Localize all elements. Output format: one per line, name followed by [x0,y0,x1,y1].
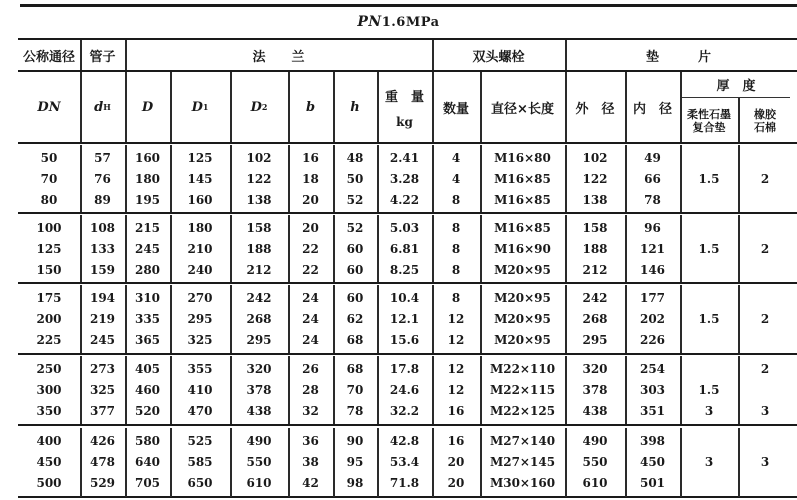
cell-bolt-size: M16×90 [494,241,551,256]
cell-b: 36 [302,433,319,448]
header-h: h [350,99,360,115]
cell-rubber-asbestos-thickness [738,287,792,308]
header-quantity: 数量 [442,101,469,117]
header-b: b [305,99,316,115]
cell-flexible-graphite-thickness: 1.5 [698,171,720,186]
cell-weight: 42.8 [389,433,420,448]
cell-rubber-asbestos-thickness [738,189,792,210]
cell-flexible-graphite-thickness: 1.5 [698,382,720,397]
cell-flexible-graphite-thickness [680,287,738,308]
cell-d2: 490 [246,433,272,448]
cell-b: 28 [302,382,319,397]
header-flexible-graphite-l1: 柔性石墨 [687,107,731,121]
cell-bolt-size: M27×145 [489,454,556,469]
cell-dh: 377 [89,403,116,418]
cell-flexible-graphite-thickness [680,147,738,168]
cell-bolt-size: M22×110 [489,361,556,376]
cell-weight: 10.4 [389,290,420,305]
cell-bolt-qty: 8 [451,192,461,207]
cell-h: 98 [346,475,364,490]
cell-d: 365 [134,332,161,347]
group-divider [18,282,797,284]
cell-dh: 273 [89,361,116,376]
cell-d: 405 [134,361,161,376]
cell-d1: 270 [187,290,213,305]
cell-gasket-od: 550 [582,454,608,469]
header-dh-main: d [94,99,104,115]
cell-weight: 4.22 [389,192,420,207]
cell-dh: 325 [89,382,116,397]
cell-d2: 320 [246,361,272,376]
cell-gasket-id: 96 [644,220,661,235]
header-bottom-rule [18,142,797,144]
cell-gasket-id: 254 [639,361,666,376]
cell-gasket-id: 351 [639,403,666,418]
cell-bolt-size: M16×85 [494,220,551,235]
cell-d1: 525 [187,433,213,448]
cell-dn: 250 [36,361,62,376]
cell-d2: 188 [246,241,272,256]
cell-d2: 268 [246,311,272,326]
cell-dh: 108 [89,220,116,235]
cell-d2: 122 [246,171,272,186]
cell-gasket-od: 242 [582,290,608,305]
cell-d1: 160 [187,192,213,207]
cell-d: 520 [134,403,161,418]
cell-bolt-qty: 8 [451,262,461,277]
cell-weight: 71.8 [389,475,420,490]
cell-bolt-qty: 12 [447,332,465,347]
cell-bolt-qty: 12 [447,382,465,397]
cell-gasket-id: 121 [639,241,666,256]
cell-b: 16 [302,150,319,165]
cell-d: 335 [134,311,161,326]
cell-h: 60 [346,262,364,277]
cell-h: 95 [346,454,364,469]
cell-flexible-graphite-thickness [680,329,738,350]
cell-d: 310 [134,290,161,305]
cell-rubber-asbestos-thickness: 2 [760,361,770,376]
cell-dn: 100 [36,220,62,235]
cell-bolt-qty: 16 [447,403,465,418]
cell-gasket-od: 138 [582,192,608,207]
cell-gasket-id: 146 [639,262,666,277]
cell-flexible-graphite-thickness [680,430,738,451]
header-d1 [170,72,230,142]
cell-d1: 295 [187,311,213,326]
cell-bolt-qty: 20 [447,475,465,490]
cell-gasket-id: 177 [639,290,666,305]
cell-weight: 17.8 [389,361,420,376]
cell-bolt-size: M27×140 [489,433,556,448]
cell-bolt-size: M20×95 [494,262,551,277]
cell-rubber-asbestos-thickness [738,472,792,493]
group-divider [18,212,797,214]
top-rule [20,4,797,7]
cell-gasket-od: 610 [582,475,608,490]
cell-d1: 145 [187,171,213,186]
cell-h: 68 [346,361,364,376]
cell-dh: 219 [89,311,116,326]
cell-d2: 610 [246,475,272,490]
cell-dh: 159 [89,262,116,277]
cell-d: 195 [134,192,161,207]
cell-bolt-qty: 8 [451,241,461,256]
caption-prefix: PN [357,14,382,30]
header-pipe: 管子 [89,49,116,65]
cell-dh: 133 [89,241,116,256]
cell-flexible-graphite-thickness: 3 [704,403,714,418]
cell-gasket-id: 450 [639,454,666,469]
group-divider [18,353,797,355]
cell-dn: 225 [36,332,62,347]
cell-gasket-id: 78 [644,192,661,207]
cell-dn: 125 [36,241,62,256]
cell-h: 60 [346,241,364,256]
cell-d2: 158 [246,220,272,235]
cell-dn: 450 [36,454,62,469]
cell-d: 245 [134,241,161,256]
cell-flexible-graphite-thickness [680,189,738,210]
header-outer-diameter: 外 径 [575,101,615,117]
cell-b: 24 [302,332,319,347]
cell-d2: 138 [246,192,272,207]
cell-d: 160 [134,150,161,165]
cell-b: 22 [302,262,319,277]
cell-gasket-od: 268 [582,311,608,326]
cell-bolt-qty: 8 [451,220,461,235]
cell-b: 42 [302,475,319,490]
header-dn: DN [37,99,61,115]
header-d: D [141,99,154,115]
cell-weight: 6.81 [389,241,420,256]
cell-d1: 210 [187,241,213,256]
header-flexible-graphite-l2: 复合垫 [692,120,726,134]
cell-b: 24 [302,311,319,326]
header-flange: 法 兰 [252,49,305,65]
cell-b: 32 [302,403,319,418]
header-nominal-diameter: 公称通径 [22,49,75,65]
cell-gasket-id: 303 [639,382,666,397]
cell-d2: 550 [246,454,272,469]
cell-gasket-id: 226 [639,332,666,347]
cell-bolt-qty: 4 [451,171,461,186]
header-d2-main: D [250,99,262,115]
cell-d1: 410 [187,382,213,397]
cell-rubber-asbestos-thickness: 3 [760,403,770,418]
cell-d1: 585 [187,454,213,469]
cell-b: 26 [302,361,319,376]
cell-dh: 426 [89,433,116,448]
cell-gasket-od: 295 [582,332,608,347]
cell-b: 20 [302,192,319,207]
cell-dh: 478 [89,454,116,469]
cell-flexible-graphite-thickness [680,217,738,238]
cell-gasket-od: 188 [582,241,608,256]
cell-gasket-od: 158 [582,220,608,235]
cell-dh: 529 [89,475,116,490]
header-inner-diameter: 内 径 [632,101,672,117]
cell-bolt-size: M20×95 [494,311,551,326]
cell-dn: 150 [36,262,62,277]
cell-gasket-id: 501 [639,475,666,490]
cell-d: 280 [134,262,161,277]
cell-h: 68 [346,332,364,347]
cell-h: 90 [346,433,364,448]
header-d2-sub: 2 [261,102,268,112]
cell-d2: 212 [246,262,272,277]
cell-weight: 5.03 [389,220,420,235]
cell-d2: 438 [246,403,272,418]
cell-d1: 355 [187,361,213,376]
cell-b: 20 [302,220,319,235]
cell-bolt-size: M22×115 [489,382,556,397]
cell-bolt-qty: 20 [447,454,465,469]
cell-bolt-qty: 4 [451,150,461,165]
cell-weight: 24.6 [389,382,420,397]
cell-bolt-size: M16×85 [494,171,551,186]
cell-bolt-size: M20×95 [494,332,551,347]
cell-rubber-asbestos-thickness: 3 [760,454,770,469]
cell-weight: 2.41 [389,150,420,165]
cell-flexible-graphite-thickness: 1.5 [698,241,720,256]
cell-d2: 242 [246,290,272,305]
cell-bolt-size: M16×85 [494,192,551,207]
table-caption [0,14,797,30]
cell-h: 52 [346,220,364,235]
cell-dn: 400 [36,433,62,448]
cell-bolt-qty: 12 [447,361,465,376]
cell-weight: 12.1 [389,311,420,326]
cell-flexible-graphite-thickness: 3 [704,454,714,469]
cell-d2: 295 [246,332,272,347]
header-rubber-asbestos-l1: 橡胶 [754,107,776,121]
cell-rubber-asbestos-thickness [738,259,792,280]
cell-gasket-od: 378 [582,382,608,397]
cell-h: 48 [346,150,364,165]
header-rubber-asbestos [738,99,792,142]
cell-dn: 200 [36,311,62,326]
cell-rubber-asbestos-thickness: 2 [760,171,770,186]
cell-rubber-asbestos-thickness: 2 [760,311,770,326]
cell-dn: 175 [36,290,62,305]
cell-h: 50 [346,171,364,186]
caption-value: 1.6MPa [381,15,440,30]
cell-dn: 300 [36,382,62,397]
cell-d1: 180 [187,220,213,235]
cell-weight: 3.28 [389,171,420,186]
cell-flexible-graphite-thickness: 1.5 [698,311,720,326]
cell-dh: 89 [94,192,111,207]
cell-gasket-od: 490 [582,433,608,448]
header-rubber-asbestos-l2: 石棉 [754,120,776,134]
cell-rubber-asbestos-thickness [738,379,792,400]
cell-gasket-od: 320 [582,361,608,376]
cell-dn: 500 [36,475,62,490]
cell-gasket-id: 66 [644,171,661,186]
cell-h: 52 [346,192,364,207]
cell-d: 180 [134,171,161,186]
cell-bolt-qty: 12 [447,311,465,326]
cell-gasket-od: 212 [582,262,608,277]
cell-flexible-graphite-thickness [680,259,738,280]
header-weight-unit: kg [396,114,413,129]
cell-b: 24 [302,290,319,305]
cell-gasket-id: 398 [639,433,666,448]
cell-d2: 102 [246,150,272,165]
cell-d: 460 [134,382,161,397]
header-d1-sub: 1 [202,102,209,112]
cell-gasket-id: 202 [639,311,666,326]
cell-d: 705 [134,475,161,490]
cell-flexible-graphite-thickness [680,358,738,379]
header-dh-sub: H [103,102,111,112]
cell-h: 70 [346,382,364,397]
cell-bolt-size: M16×80 [494,150,551,165]
cell-gasket-od: 102 [582,150,608,165]
header-thickness: 厚 度 [716,79,756,94]
header-stud-bolt: 双头螺栓 [472,49,525,65]
cell-dn: 50 [40,150,58,165]
cell-dh: 245 [89,332,116,347]
cell-d1: 240 [187,262,213,277]
cell-dh: 76 [94,171,111,186]
cell-d: 640 [134,454,161,469]
cell-rubber-asbestos-thickness [738,329,792,350]
cell-bolt-qty: 16 [447,433,465,448]
header-d1-main: D [191,99,203,115]
cell-weight: 53.4 [389,454,420,469]
cell-h: 60 [346,290,364,305]
cell-dh: 57 [94,150,111,165]
cell-flexible-graphite-thickness [680,472,738,493]
header-gasket: 垫 片 [645,49,711,65]
group-divider [18,424,797,426]
header-diameter-x-length: 直径×长度 [491,101,554,117]
cell-d1: 125 [187,150,213,165]
cell-weight: 15.6 [389,332,420,347]
cell-h: 62 [346,311,364,326]
cell-d2: 378 [246,382,272,397]
cell-d1: 650 [187,475,213,490]
cell-dn: 350 [36,403,62,418]
header-dh [80,72,125,142]
cell-gasket-id: 49 [644,150,661,165]
cell-gasket-od: 122 [582,171,608,186]
cell-weight: 32.2 [389,403,420,418]
cell-rubber-asbestos-thickness: 2 [760,241,770,256]
thickness-rule [680,97,790,98]
cell-d: 215 [134,220,161,235]
cell-b: 22 [302,241,319,256]
cell-bolt-size: M22×125 [489,403,556,418]
cell-rubber-asbestos-thickness [738,430,792,451]
cell-rubber-asbestos-thickness [738,217,792,238]
cell-b: 18 [302,171,319,186]
header-weight [377,72,432,142]
header-flexible-graphite [680,99,738,142]
cell-bolt-size: M20×95 [494,290,551,305]
cell-d: 580 [134,433,161,448]
cell-d1: 325 [187,332,213,347]
cell-dn: 70 [40,171,58,186]
cell-d1: 470 [187,403,213,418]
cell-b: 38 [302,454,319,469]
header-d2 [230,72,288,142]
cell-h: 78 [346,403,364,418]
cell-dn: 80 [40,192,58,207]
cell-dh: 194 [89,290,116,305]
cell-gasket-od: 438 [582,403,608,418]
cell-weight: 8.25 [389,262,420,277]
cell-bolt-size: M30×160 [489,475,556,490]
cell-bolt-qty: 8 [451,290,461,305]
cell-rubber-asbestos-thickness [738,147,792,168]
header-weight-label: 重 量 [384,89,424,105]
